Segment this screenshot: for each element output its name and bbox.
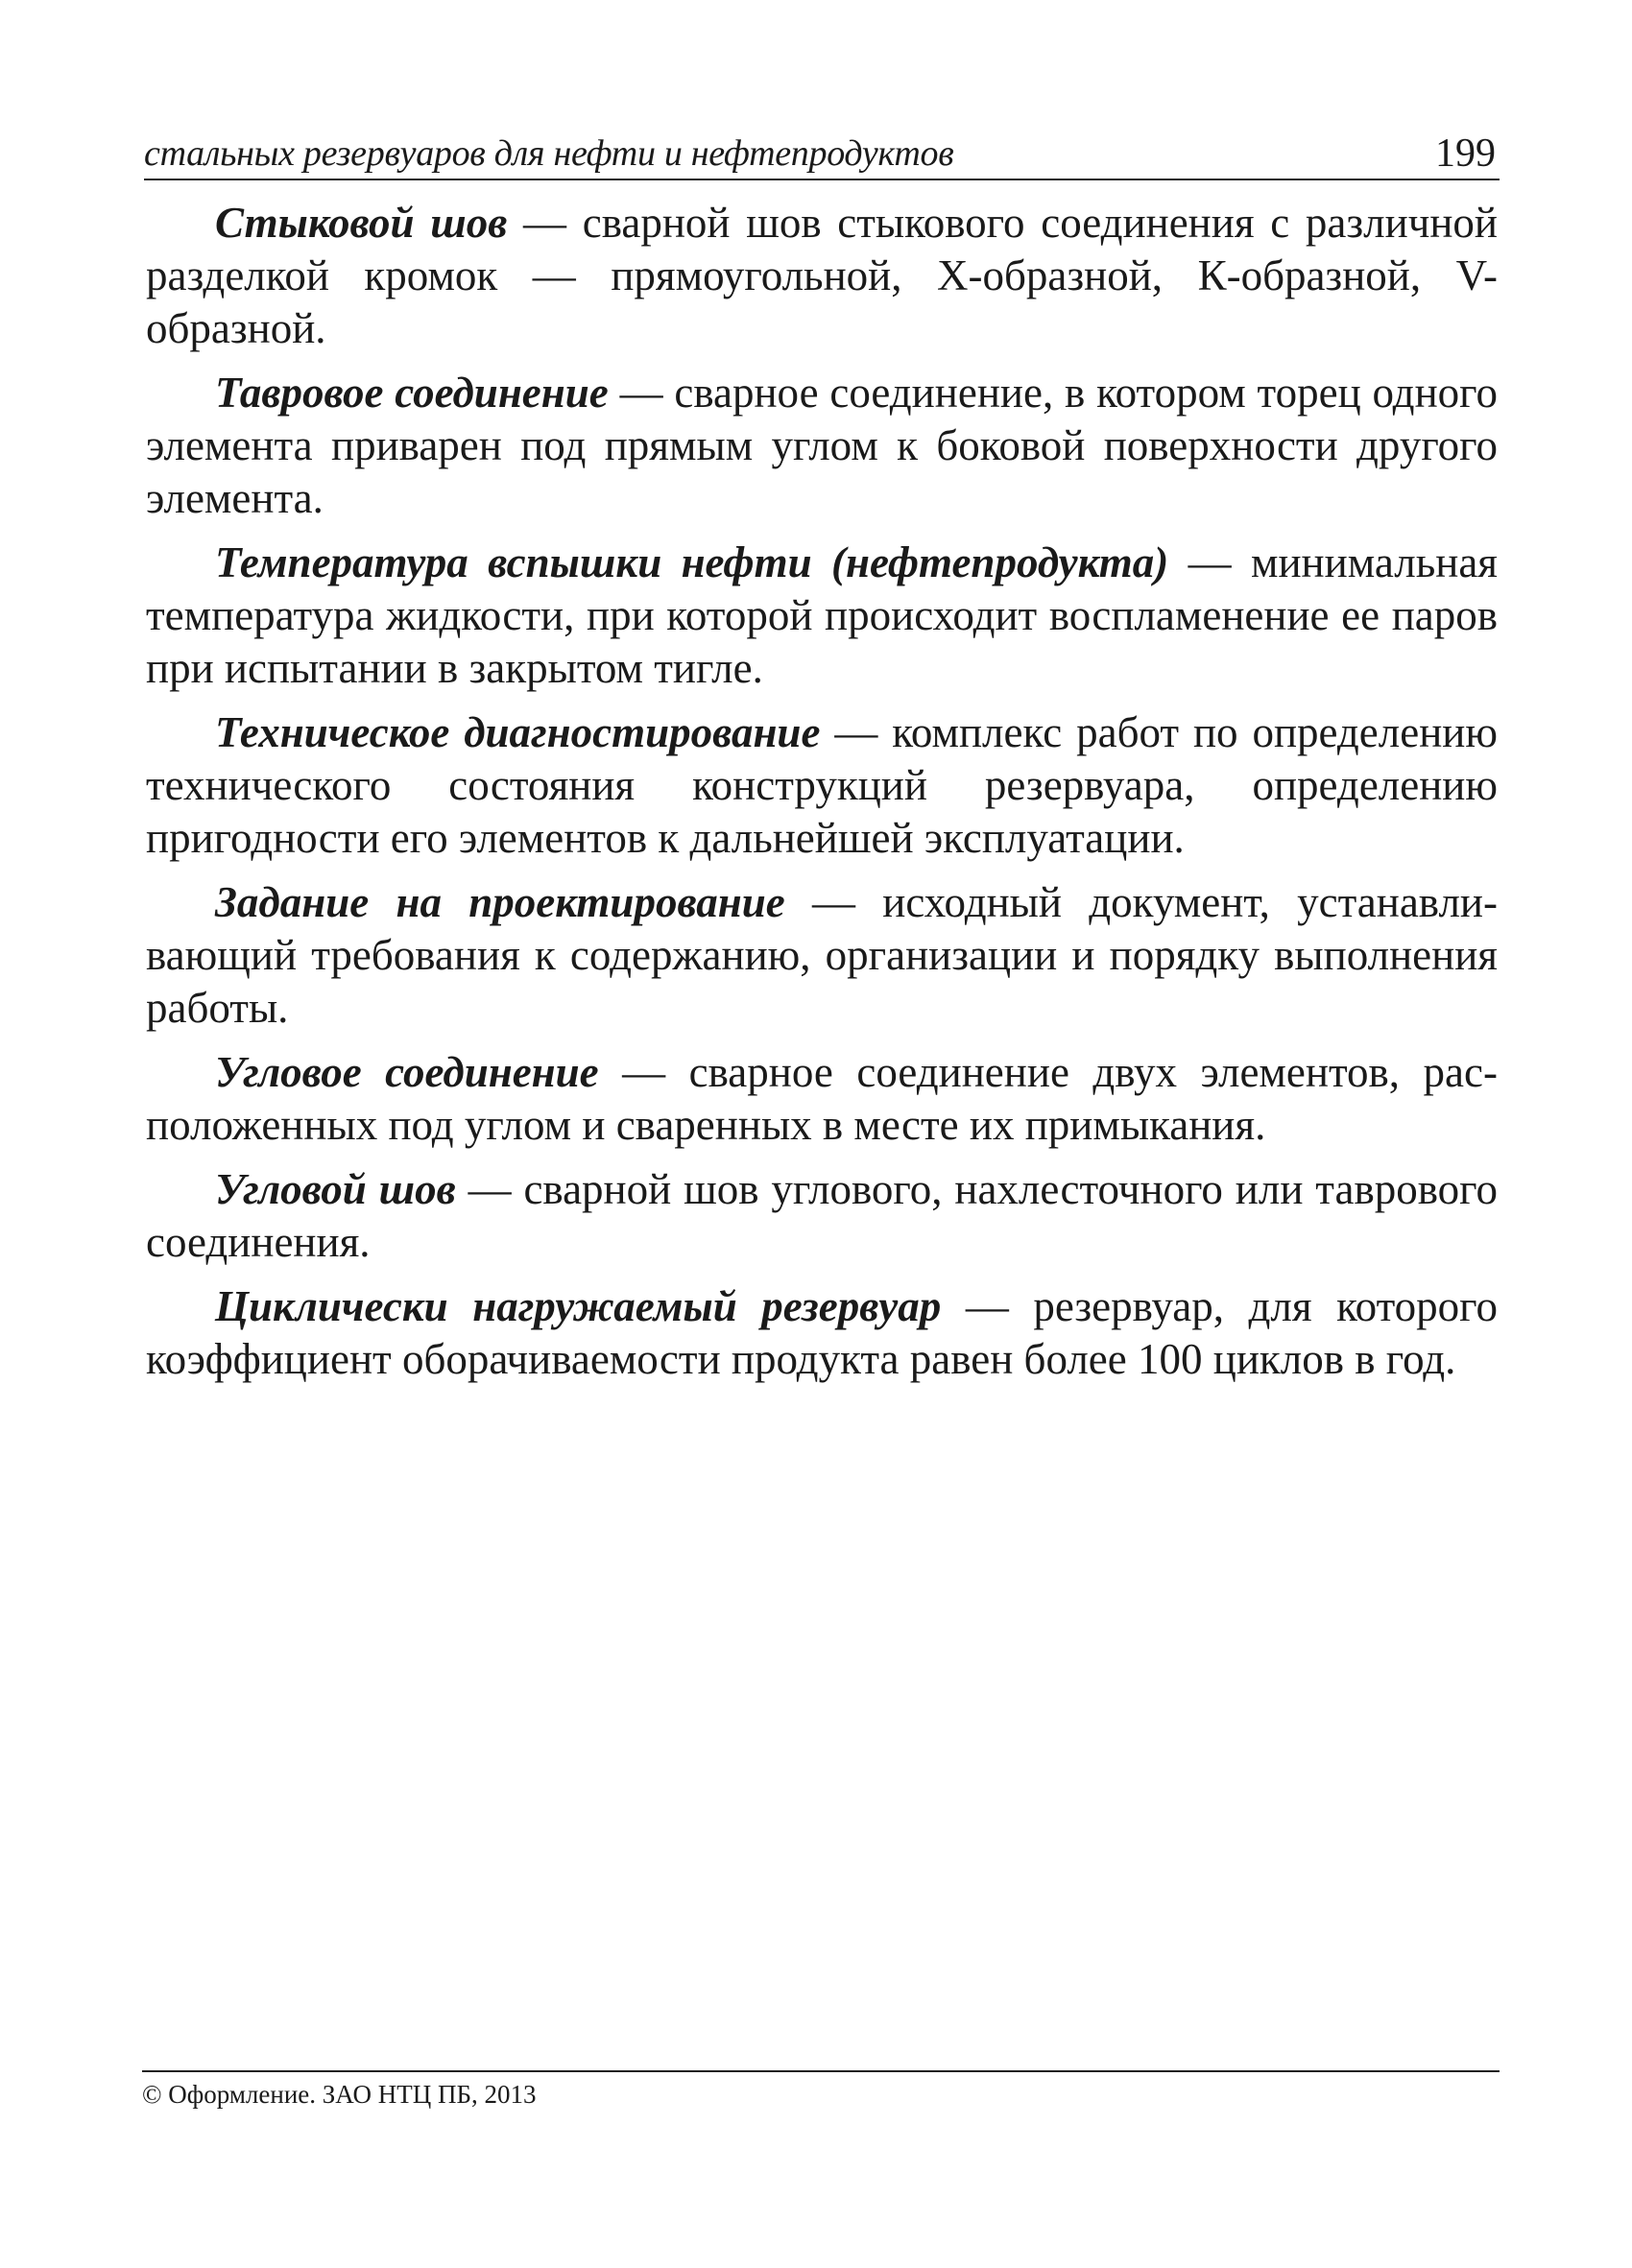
definition-text: — резервуар, для которого коэффициент оборачиваемости продукта равен более 100 циклов в год.	[146, 1282, 1498, 1383]
definition-text: — сварное соединение, в котором торец одного элемента приварен под прямым углом к боковой поверхности другого элемента.	[146, 369, 1498, 522]
definition-term: Температура вспышки нефти (нефтепродукта)	[215, 538, 1169, 586]
definition-term: Задание на проектирование	[215, 878, 785, 926]
definition-term: Угловой шов	[215, 1165, 456, 1213]
definition-paragraph	[146, 1280, 1498, 1386]
page-footer	[142, 2070, 1500, 2109]
running-header	[144, 131, 1500, 180]
definition-text: — минимальная температура жидкости, при которой происходит воспламенение ее паров при испытании в закрытом тигле.	[146, 538, 1498, 692]
definition-text: — сварное соединение двух элементов, расположенных под углом и сваренных в месте их примыкания.	[146, 1048, 1498, 1149]
definitions-body	[146, 197, 1498, 1386]
definition-paragraph	[146, 876, 1498, 1035]
definition-paragraph	[146, 197, 1498, 355]
definition-term: Циклически нагружаемый резервуар	[215, 1282, 942, 1330]
definition-paragraph	[146, 706, 1498, 865]
definition-text: — комплекс работ по определению технического состояния конструкций резервуара, определению пригодности его элементов к дальнейшей эксплуатации.	[146, 708, 1498, 862]
definition-term: Техническое диагностирование	[215, 708, 821, 756]
page-number: 199	[1435, 131, 1496, 176]
definition-paragraph	[146, 1163, 1498, 1269]
definition-text: — исходный документ, устанавливающий требования к содержанию, организации и порядку выполнения работы.	[146, 878, 1499, 1032]
definition-text: — сварной шов углового, нахлесточного или таврового соединения.	[146, 1165, 1498, 1266]
definition-text: — сварной шов стыкового соединения с различной разделкой кромок — прямоугольной, Х-образной, К-образной, V-образной.	[146, 199, 1498, 352]
definition-term: Угловое соединение	[215, 1048, 599, 1096]
definition-term: Стыковой шов	[215, 199, 508, 247]
definition-term: Тавровое соединение	[215, 369, 609, 417]
definition-paragraph	[146, 537, 1498, 695]
definition-paragraph	[146, 367, 1498, 525]
running-title: стальных резервуаров для нефти и нефтепродуктов	[144, 133, 954, 174]
definition-paragraph	[146, 1046, 1498, 1152]
copyright-notice: © Оформление. ЗАО НТЦ ПБ, 2013	[142, 2080, 537, 2109]
